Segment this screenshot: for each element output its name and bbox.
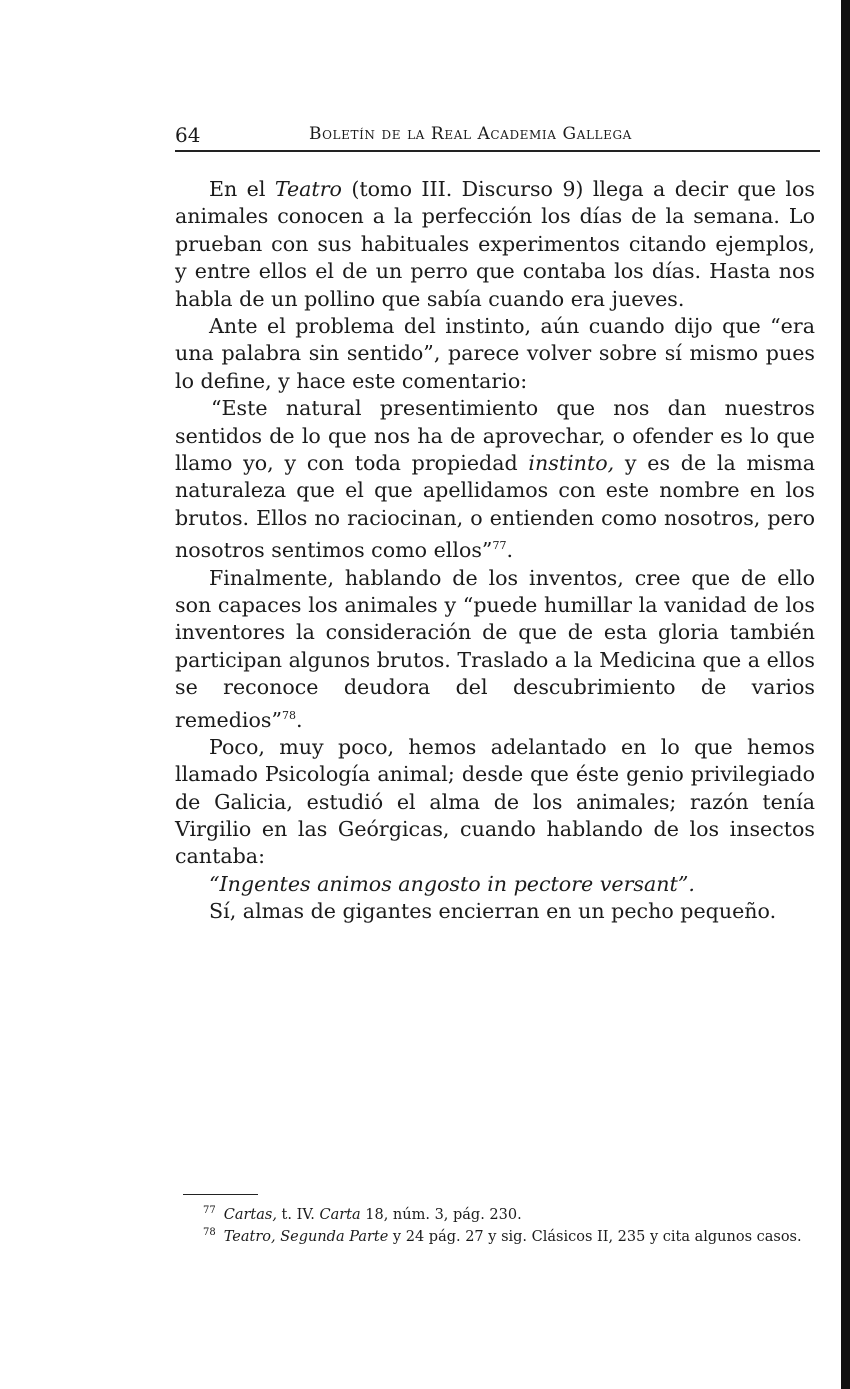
latin-quote [175,871,815,898]
p3-text-c: y es de la misma naturaleza que el que apellidamos con este nombre en los brutos. Ellos no raciocinan, o entienden como nosotros, pero nosotros sentimos como ellos” [175,451,815,563]
translation-line: Sí, almas de gigantes encierran en un pecho pequeño. [209,899,777,924]
main-text [175,176,815,926]
footnote-77 [203,1202,843,1224]
paragraph-4 [175,565,815,734]
latin-quote-text: “Ingentes animos angosto in pectore versant”. [209,871,695,896]
footnote-77-cartas: Cartas, [223,1206,277,1223]
page-edge-bar [841,0,850,1389]
p1-text-a: En el [209,177,275,201]
paragraph-5: Poco, muy poco, hemos adelantado en lo que hemos llamado Psicología animal; desde que éste genio privilegiado de Galicia, estudió el alma de los animales; razón tenía Virgilio en las Geórgicas, cuando hablando de los insectos cantaba: [175,734,815,869]
page-header [175,118,820,152]
footnote-77-rest: 18, núm. 3, pág. 230. [360,1206,522,1223]
footnote-ref-78: 78 [282,708,297,722]
p4-text-a: Finalmente, hablando de los inventos, cree que de ello son capaces los animales y “puede humillar la vanidad de los inventores la consideración de que de esta gloria también participan algunos brutos. Traslado a la Medicina que a ellos se reconoce deudora del descubrimiento de varios remedios” [175,565,815,732]
paragraph-3-quote [175,395,815,564]
footnote-78-mark: 78 [203,1226,216,1238]
footnote-78-rest: y 24 pág. 27 y sig. Clásicos II, 235 y cita algunos casos. [388,1228,802,1245]
footnote-77-mark: 77 [203,1205,216,1216]
p3-text-d: . [506,538,513,563]
p3-italic-instinto: instinto, [528,451,615,476]
footnote-ref-77: 77 [492,539,507,553]
p3-text-a: “Este natural presentimiento que nos dan nuestros sentidos de lo que nos ha de aprovechar, o ofender es lo que llamo yo, y con toda propiedad [175,396,815,476]
running-title: Boletín de la Real Academia Gallega [309,124,632,144]
p1-text-c: (tomo III. Discurso 9) llega a decir que los animales conocen a la perfección los días de la semana. Lo prueban con sus habituales experimentos citando ejemplos, y entre ellos el de un perro que contaba los días. Hasta nos habla de un pollino que sabía cuando era jueves. [175,177,815,311]
p1-italic-teatro: Teatro [274,177,342,201]
p4-text-b: . [296,707,303,732]
footnote-rule [183,1194,258,1195]
footnote-78-teatro: Teatro, Segunda Parte [223,1228,389,1245]
footnote-78 [183,1224,843,1246]
paragraph-1 [175,176,815,313]
footnotes [183,1194,843,1246]
footnote-77-carta: Carta [319,1206,361,1223]
paragraph-2: Ante el problema del instinto, aún cuando dijo que “era una palabra sin sentido”, parece volver sobre sí mismo pues lo define, y hace este comentario: [175,314,815,393]
footnote-77-tomo: t. IV. [276,1206,320,1223]
page-number: 64 [175,123,201,147]
